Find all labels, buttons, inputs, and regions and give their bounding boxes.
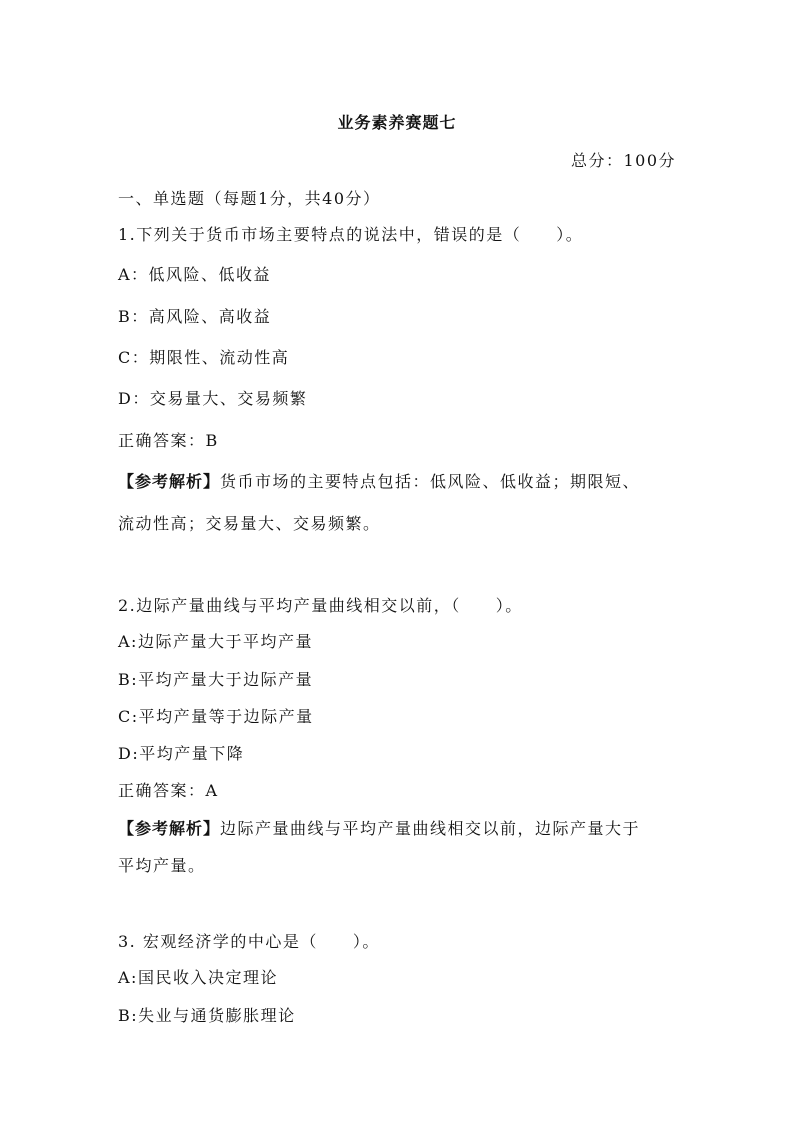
question-1-analysis	[118, 469, 640, 492]
question-3-option-b: B:失业与通货膨胀理论	[118, 1006, 296, 1025]
question-2-option-a: A:边际产量大于平均产量	[118, 632, 313, 651]
question-2-answer: 正确答案：A	[118, 781, 219, 800]
analysis-label: 【参考解析】	[118, 819, 221, 838]
section-heading: 一、单选题（每题1分，共40分）	[118, 189, 381, 208]
question-1-option-c: C：期限性、流动性高	[118, 348, 290, 367]
question-2-option-b: B:平均产量大于边际产量	[118, 670, 314, 689]
question-2-stem: 2.边际产量曲线与平均产量曲线相交以前，（ ）。	[118, 596, 523, 615]
analysis-text: 货币市场的主要特点包括：低风险、低收益；期限短、	[220, 472, 641, 491]
question-1-option-b: B：高风险、高收益	[118, 307, 272, 326]
question-2-analysis-cont: 平均产量。	[118, 856, 206, 875]
question-3-stem: 3. 宏观经济学的中心是（ ）。	[118, 932, 380, 951]
analysis-label: 【参考解析】	[118, 472, 221, 491]
question-3-option-a: A:国民收入决定理论	[118, 968, 278, 987]
analysis-text: 边际产量曲线与平均产量曲线相交以前，边际产量大于	[220, 819, 641, 838]
total-score: 总分：100分	[570, 151, 676, 170]
question-1-answer: 正确答案：B	[118, 431, 219, 450]
question-2-option-c: C:平均产量等于边际产量	[118, 707, 314, 726]
question-1-stem: 1.下列关于货币市场主要特点的说法中，错误的是（ ）。	[118, 225, 584, 244]
page-title: 业务素养赛题七	[337, 113, 457, 132]
question-1-option-d: D：交易量大、交易频繁	[118, 389, 308, 408]
question-2-option-d: D:平均产量下降	[118, 744, 245, 763]
question-1-analysis-cont: 流动性高；交易量大、交易频繁。	[118, 514, 381, 533]
question-2-analysis	[118, 816, 640, 839]
question-1-option-a: A：低风险、低收益	[118, 265, 272, 284]
